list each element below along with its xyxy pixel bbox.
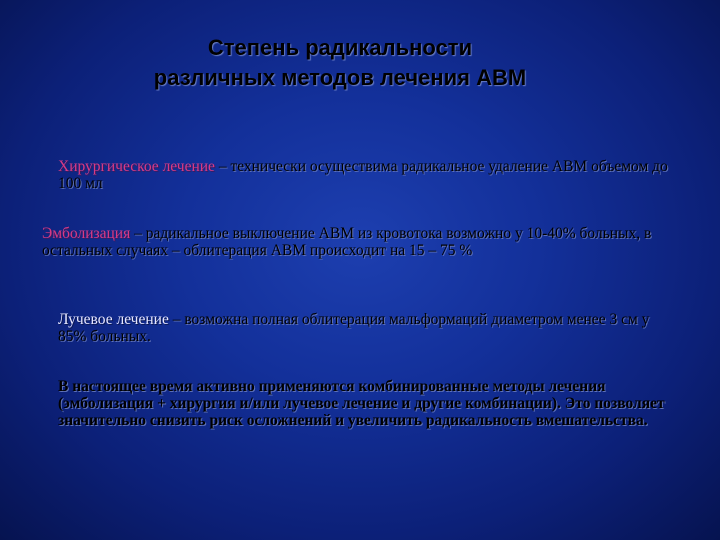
term-surgical-treatment: Хирургическое лечение	[58, 158, 215, 175]
paragraph-combined-methods	[58, 378, 698, 429]
paragraph-radiation	[58, 311, 658, 345]
combined-methods-text: В настоящее время активно применяются комбинированные методы лечения (эмболизация + хирургия и/или лучевое лечение и другие комбинации). Это позволяет значительно снизить риск осложнений и увеличить радикальность вмешательства.	[58, 378, 665, 429]
embolization-description: – радикальное выключение АВМ из кровотока возможно у 10-40% больных, в остальных случаях – облитерация АВМ происходит на 15 – 75 %	[42, 225, 652, 259]
slide-title-line-1: Степень радикальности	[207, 35, 473, 60]
term-radiation-treatment: Лучевое лечение	[58, 311, 169, 328]
paragraph-embolization	[42, 225, 692, 259]
surgical-description: – технически осуществима радикальное удаление АВМ объемом до 100 мл	[58, 158, 668, 192]
slide-title	[60, 33, 620, 93]
radiation-description: – возможна полная облитерация мальформаций диаметром менее 3 см у 85% больных.	[58, 311, 650, 345]
paragraph-surgical	[58, 158, 693, 192]
term-embolization: Эмболизация	[42, 225, 131, 242]
slide-title-line-2: различных методов лечения АВМ	[153, 65, 527, 90]
